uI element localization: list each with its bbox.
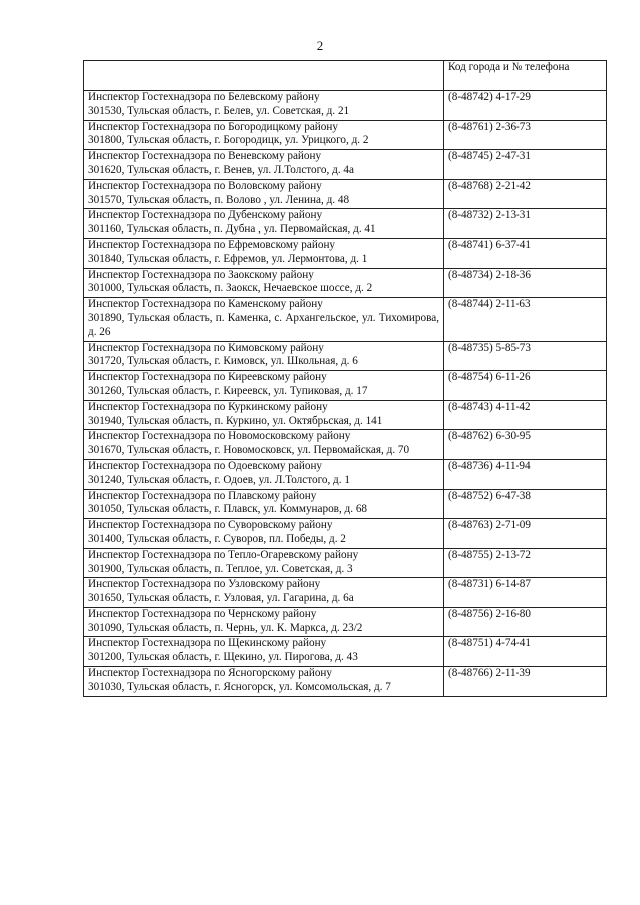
inspector-address: 301900, Тульская область, п. Теплое, ул. Советская, д. 3 (88, 562, 353, 575)
inspector-name: Инспектор Гостехнадзора по Тепло-Огаревскому району (88, 548, 359, 561)
inspector-cell (84, 489, 444, 519)
inspector-address: 301670, Тульская область, г. Новомосковск, ул. Первомайская, д. 70 (88, 444, 410, 457)
inspector-address: 301240, Тульская область, г. Одоев, ул. Л.Толстого, д. 1 (88, 473, 350, 486)
inspector-name: Инспектор Гостехнадзора по Веневскому району (88, 150, 322, 163)
inspector-cell (84, 371, 444, 401)
inspector-name: Инспектор Гостехнадзора по Воловскому району (88, 179, 322, 192)
phone-cell: (8-48741) 6-37-41 (444, 238, 607, 268)
inspector-cell (84, 430, 444, 460)
table-row (84, 371, 607, 401)
table-row (84, 150, 607, 180)
inspector-cell (84, 150, 444, 180)
phone-cell: (8-48735) 5-85-73 (444, 341, 607, 371)
inspector-address: 301050, Тульская область, г. Плавск, ул. Коммунаров, д. 68 (88, 503, 368, 516)
inspector-name: Инспектор Гостехнадзора по Киреевскому району (88, 371, 327, 384)
phone-cell: (8-48736) 4-11-94 (444, 459, 607, 489)
inspector-cell (84, 459, 444, 489)
table-row (84, 238, 607, 268)
header-inspector (84, 61, 444, 91)
inspector-name: Инспектор Гостехнадзора по Ефремовскому району (88, 238, 336, 251)
table-row (84, 667, 607, 697)
table-row (84, 637, 607, 667)
inspector-cell (84, 667, 444, 697)
inspector-address: 301840, Тульская область, г. Ефремов, ул. Лермонтова, д. 1 (88, 252, 368, 265)
inspector-cell (84, 120, 444, 150)
phone-cell: (8-48752) 6-47-38 (444, 489, 607, 519)
table-row (84, 91, 607, 121)
inspector-name: Инспектор Гостехнадзора по Чернскому району (88, 607, 317, 620)
inspector-cell (84, 341, 444, 371)
table-row (84, 120, 607, 150)
inspector-name: Инспектор Гостехнадзора по Ясногорскому району (88, 667, 332, 680)
inspector-address: 301000, Тульская область, п. Заокск, Нечаевское шоссе, д. 2 (88, 282, 373, 295)
inspector-name: Инспектор Гостехнадзора по Новомосковскому району (88, 430, 351, 443)
header-phone: Код города и № телефона (444, 61, 607, 91)
table-row (84, 459, 607, 489)
table-row (84, 607, 607, 637)
inspector-cell (84, 519, 444, 549)
inspector-address: 301400, Тульская область, г. Суворов, пл. Победы, д. 2 (88, 532, 346, 545)
phone-cell: (8-48743) 4-11-42 (444, 400, 607, 430)
phone-cell: (8-48763) 2-71-09 (444, 519, 607, 549)
inspector-address: 301720, Тульская область, г. Кимовск, ул. Школьная, д. 6 (88, 355, 358, 368)
table-row (84, 268, 607, 298)
table-body (84, 91, 607, 697)
phone-cell: (8-48755) 2-13-72 (444, 548, 607, 578)
inspector-name: Инспектор Гостехнадзора по Заокскому району (88, 268, 314, 281)
table-row (84, 489, 607, 519)
phone-cell: (8-48756) 2-16-80 (444, 607, 607, 637)
phone-cell: (8-48761) 2-36-73 (444, 120, 607, 150)
table-header-row (84, 61, 607, 91)
phone-cell: (8-48734) 2-18-36 (444, 268, 607, 298)
table-row (84, 430, 607, 460)
inspector-name: Инспектор Гостехнадзора по Богородицкому району (88, 120, 338, 133)
inspector-name: Инспектор Гостехнадзора по Плавскому району (88, 489, 317, 502)
table-row (84, 548, 607, 578)
inspector-address: 301200, Тульская область, г. Щекино, ул. Пирогова, д. 43 (88, 651, 358, 664)
page-number: 2 (316, 38, 324, 53)
inspector-name: Инспектор Гостехнадзора по Дубенскому району (88, 209, 323, 222)
phone-cell: (8-48751) 4-74-41 (444, 637, 607, 667)
inspector-address: 301620, Тульская область, г. Венев, ул. Л.Толстого, д. 4а (88, 163, 354, 176)
table-row (84, 400, 607, 430)
inspector-address: 301530, Тульская область, г. Белев, ул. Советская, д. 21 (88, 104, 350, 117)
inspector-address: 301940, Тульская область, п. Куркино, ул. Октябрьская, д. 141 (88, 414, 383, 427)
table-row (84, 298, 607, 341)
phone-cell: (8-48768) 2-21-42 (444, 179, 607, 209)
table-row (84, 519, 607, 549)
inspector-cell (84, 268, 444, 298)
phone-cell: (8-48766) 2-11-39 (444, 667, 607, 697)
inspector-cell (84, 238, 444, 268)
inspector-cell (84, 400, 444, 430)
table-row (84, 179, 607, 209)
inspector-name: Инспектор Гостехнадзора по Куркинскому району (88, 400, 328, 413)
inspector-address: 301650, Тульская область, г. Узловая, ул. Гагарина, д. 6а (88, 592, 354, 605)
inspector-name: Инспектор Гостехнадзора по Щекинскому району (88, 637, 327, 650)
inspector-name: Инспектор Гостехнадзора по Суворовскому району (88, 519, 333, 532)
phone-cell: (8-48731) 6-14-87 (444, 578, 607, 608)
inspector-cell (84, 91, 444, 121)
inspector-name: Инспектор Гостехнадзора по Одоевскому району (88, 459, 323, 472)
inspector-cell (84, 179, 444, 209)
inspectors-table (83, 60, 607, 697)
phone-cell: (8-48742) 4-17-29 (444, 91, 607, 121)
inspector-address: 301160, Тульская область, п. Дубна , ул. Первомайская, д. 41 (88, 223, 376, 236)
inspector-name: Инспектор Гостехнадзора по Узловскому району (88, 578, 321, 591)
inspector-cell (84, 607, 444, 637)
phone-cell: (8-48744) 2-11-63 (444, 298, 607, 341)
inspector-cell (84, 637, 444, 667)
inspector-name: Инспектор Гостехнадзора по Кимовскому району (88, 341, 324, 354)
phone-cell: (8-48745) 2-47-31 (444, 150, 607, 180)
table-row (84, 209, 607, 239)
inspector-cell (84, 209, 444, 239)
table-row (84, 578, 607, 608)
inspector-address: 301570, Тульская область, п. Волово , ул. Ленина, д. 48 (88, 193, 350, 206)
inspector-address: 301800, Тульская область, г. Богородицк, ул. Урицкого, д. 2 (88, 134, 369, 147)
inspector-address: 301260, Тульская область, г. Киреевск, ул. Тупиковая, д. 17 (88, 384, 368, 397)
inspector-cell (84, 548, 444, 578)
inspector-address: 301890, Тульская область, п. Каменка, с. Архангельское, ул. Тихомирова, д. 26 (88, 311, 439, 338)
table-row (84, 341, 607, 371)
phone-cell: (8-48754) 6-11-26 (444, 371, 607, 401)
inspector-name: Инспектор Гостехнадзора по Каменскому району (88, 298, 323, 311)
phone-cell: (8-48732) 2-13-31 (444, 209, 607, 239)
inspector-cell (84, 298, 444, 341)
inspector-address: 301090, Тульская область, п. Чернь, ул. К. Маркса, д. 23/2 (88, 621, 363, 634)
inspector-cell (84, 578, 444, 608)
phone-cell: (8-48762) 6-30-95 (444, 430, 607, 460)
inspector-name: Инспектор Гостехнадзора по Белевскому району (88, 91, 320, 103)
inspector-address: 301030, Тульская область, г. Ясногорск, ул. Комсомольская, д. 7 (88, 680, 391, 693)
